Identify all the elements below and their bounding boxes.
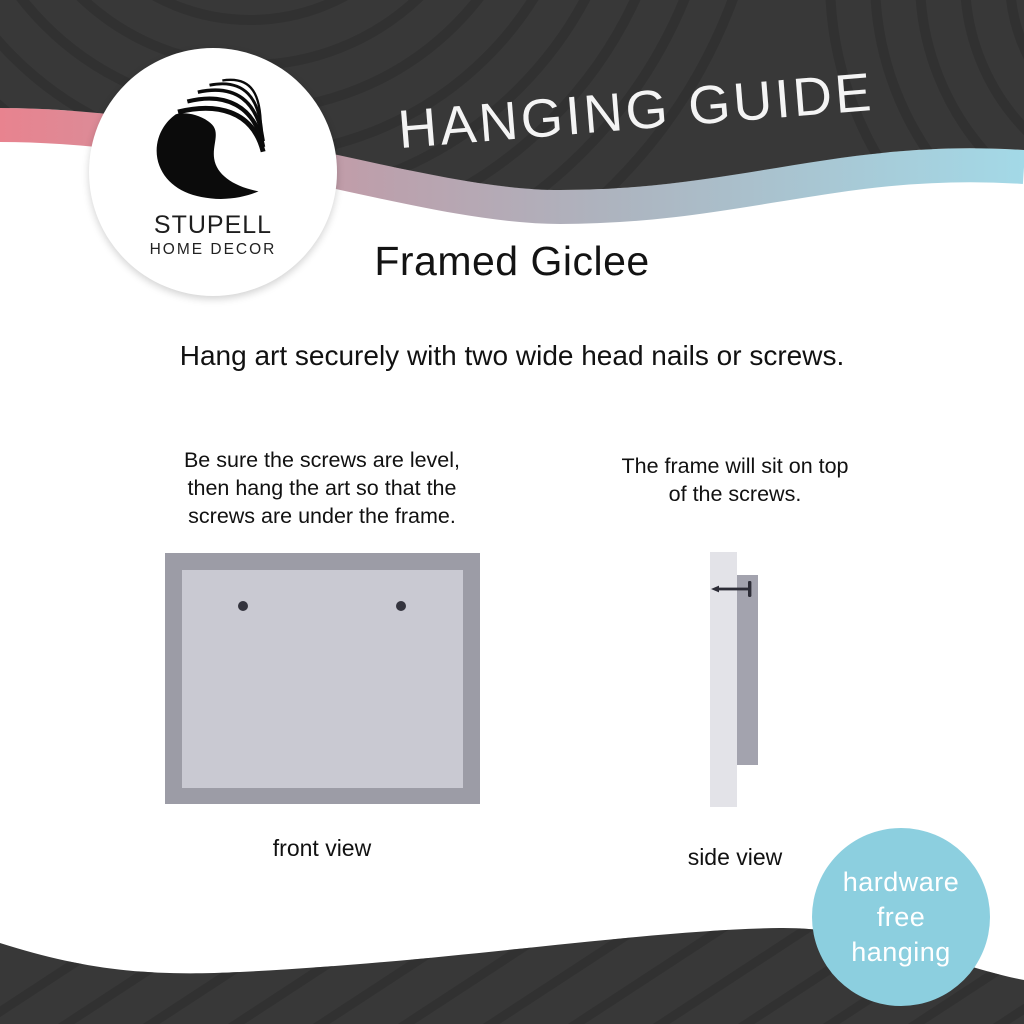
badge-line: free — [876, 901, 926, 932]
badge-line: hardware — [842, 866, 960, 897]
front-instruction-line: Be sure the screws are level, — [183, 448, 461, 472]
page-title: HANGING GUIDE — [395, 61, 877, 161]
brand-name: STUPELL — [153, 211, 273, 239]
badge-line: hanging — [851, 936, 951, 967]
front-view-diagram — [165, 553, 480, 804]
side-view-backing-bar — [737, 575, 758, 765]
front-view-instruction — [147, 446, 497, 530]
hardware-free-badge — [812, 828, 990, 1006]
brand-logo-badge — [89, 48, 337, 296]
side-view-caption: side view — [687, 844, 783, 870]
main-instruction: Hang art securely with two wide head nails or screws. — [179, 340, 845, 371]
front-view-mat — [182, 570, 463, 788]
s-swirl-icon — [143, 70, 283, 210]
nail-icon — [703, 577, 755, 601]
side-instruction-line: The frame will sit on top — [621, 454, 849, 478]
screw-left-icon — [238, 601, 248, 611]
front-instruction-line: then hang the art so that the — [187, 476, 457, 500]
front-instruction-line: screws are under the frame. — [188, 504, 456, 528]
front-view-caption: front view — [272, 835, 372, 861]
screw-right-icon — [396, 601, 406, 611]
product-title: Framed Giclee — [374, 238, 650, 284]
side-instruction-line: of the screws. — [668, 482, 802, 506]
brand-tagline: HOME DECOR — [149, 241, 277, 258]
side-view-instruction — [560, 452, 910, 508]
